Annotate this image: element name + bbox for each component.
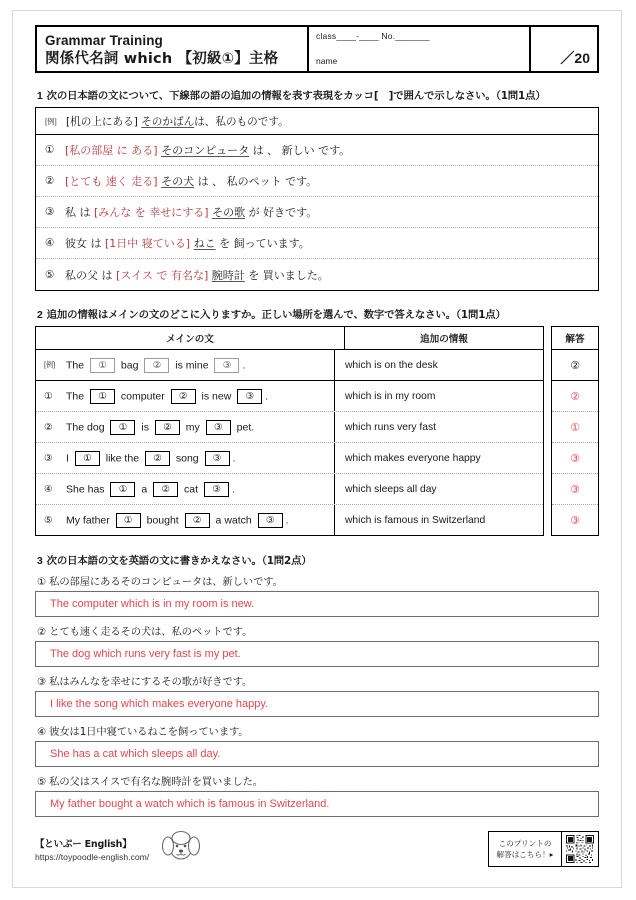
bracketed-answer: [スイス で 有名な] <box>116 268 209 282</box>
section1-sentence <box>65 204 317 220</box>
position-slot[interactable]: ② <box>155 420 180 435</box>
section1-sentence <box>65 235 310 251</box>
position-slot[interactable]: ② <box>171 389 196 404</box>
position-slot[interactable]: ① <box>110 482 135 497</box>
qr-code-icon[interactable] <box>562 832 598 866</box>
main-sentence-cell <box>36 443 335 473</box>
title-japanese: 関係代名詞 which 【初級①】主格 <box>45 51 279 68</box>
answer-input-box[interactable] <box>35 741 599 767</box>
section2-answer-cells <box>552 350 598 535</box>
sentence-prefix: 私 は <box>65 206 94 219</box>
row-marker: ③ <box>45 206 55 218</box>
position-slot[interactable]: ① <box>110 420 135 435</box>
answer-cell[interactable]: ③ <box>570 514 580 527</box>
brand-name: 【といぷー English】 <box>35 839 132 850</box>
position-slot[interactable]: ③ <box>206 420 231 435</box>
position-slot[interactable]: ③ <box>258 513 283 528</box>
main-sentence-cell <box>36 474 335 504</box>
answer-cell[interactable]: ③ <box>552 474 598 505</box>
column-header-addition: 追加の情報 <box>420 334 468 345</box>
section1-answer-box <box>35 107 599 291</box>
section2-instruction: 追加の情報はメインの文のどこに入りますか。正しい場所を選んで、数字で答えなさい。（1問1点） <box>46 309 506 321</box>
section1-instruction: 次の日本語の文について、下線部の語の追加の情報を表す表現をカッコ[ ]で囲んで示しなさい。（1問1点） <box>46 90 546 102</box>
qr-label-line1: このプリントの <box>498 839 552 848</box>
row-marker: ① <box>44 390 53 402</box>
position-slot[interactable]: ③ <box>214 358 239 373</box>
question-text: 彼女は1日中寝ているねこを飼っています。 <box>49 726 249 738</box>
written-answer: The computer which is in my room is new. <box>50 598 255 610</box>
answer-input-box[interactable] <box>35 691 599 717</box>
table-row <box>36 381 543 412</box>
answer-cell[interactable]: ③ <box>552 443 598 474</box>
worksheet-footer <box>35 825 599 873</box>
bracketed-answer: [私の部屋 に ある] <box>65 144 158 157</box>
underlined-noun: そのかばん <box>141 115 195 128</box>
addition-cell: which makes everyone happy <box>345 452 481 464</box>
underlined-noun: その犬 <box>161 175 195 188</box>
worksheet-page <box>12 10 622 888</box>
section2-main-table <box>35 326 544 536</box>
position-slot[interactable]: ③ <box>237 389 262 404</box>
section1-sentence <box>65 142 350 158</box>
section3-instruction: 次の日本語の文を英語の文に書きかえなさい。（1問2点） <box>46 555 312 567</box>
sentence-suffix: が 好きです。 <box>245 206 318 219</box>
qr-label <box>489 832 562 866</box>
addition-cell: which sleeps all day <box>345 483 437 495</box>
qr-label-line2: 解答はこちら！▸ <box>496 850 554 859</box>
answer-qr-block[interactable] <box>488 831 599 867</box>
underlined-noun: ねこ <box>193 237 216 250</box>
position-slot[interactable]: ③ <box>204 482 229 497</box>
table-row <box>36 505 543 535</box>
position-slot[interactable]: ② <box>153 482 178 497</box>
answer-input-box[interactable] <box>35 641 599 667</box>
section3-question <box>37 673 599 688</box>
poodle-logo-icon <box>159 830 203 869</box>
name-field-label[interactable]: name <box>316 56 338 66</box>
answer-cell[interactable]: ② <box>552 350 598 381</box>
section2-rows <box>36 350 543 535</box>
section3-question <box>37 723 599 738</box>
written-answer: She has a cat which sleeps all day. <box>50 748 221 760</box>
written-answer: The dog which runs very fast is my pet. <box>50 648 241 660</box>
section1-row <box>36 197 598 228</box>
row-marker: ② <box>45 175 55 187</box>
section1-number: 1 <box>37 91 43 102</box>
sentence-with-slots: My father ① bought ② a watch ③ . <box>66 513 289 526</box>
position-slot[interactable]: ② <box>145 451 170 466</box>
row-marker: ③ <box>44 452 53 464</box>
position-slot[interactable]: ② <box>144 358 169 373</box>
addition-cell: which runs very fast <box>345 421 436 433</box>
column-header-answer: 解答 <box>552 327 598 350</box>
main-sentence-cell <box>36 412 335 442</box>
sentence-prefix: 彼女 は <box>65 237 105 250</box>
written-answer: My father bought a watch which is famous in Switzerland. <box>50 798 330 810</box>
sentence-suffix: は 、 新しい です。 <box>249 144 351 157</box>
sentence-with-slots: The ① computer ② is new ③ . <box>66 389 269 402</box>
section1-example-row <box>36 108 598 135</box>
question-text: 私はみんなを幸せにするその歌が好きです。 <box>49 676 253 688</box>
row-marker: ⑤ <box>45 268 55 281</box>
brand-block <box>35 830 203 869</box>
addition-cell: which is famous in Switzerland <box>345 514 486 526</box>
bracketed-answer: [とても 速く 走る] <box>65 175 158 188</box>
student-info-block[interactable] <box>309 27 531 71</box>
section1-row <box>36 228 598 259</box>
header-title-block <box>37 27 309 71</box>
title-english: Grammar Training <box>45 32 163 48</box>
sentence-suffix: は 、 私のペット です。 <box>194 175 318 188</box>
section2-header-row <box>36 327 543 350</box>
position-slot[interactable]: ① <box>90 358 115 373</box>
section1-sentence <box>66 114 289 129</box>
section2-example-row <box>36 350 543 381</box>
position-slot[interactable]: ③ <box>205 451 230 466</box>
row-marker: [例] <box>45 116 57 126</box>
class-field-label[interactable]: class____-____ No._______ <box>316 31 430 41</box>
column-header-main-sentence: メインの文 <box>36 327 345 349</box>
sentence-with-slots: The ① bag ② is mine ③ . <box>66 358 246 371</box>
sentence-suffix: は、私のものです。 <box>194 115 289 128</box>
score-block <box>531 27 597 71</box>
score-total: ／20 <box>560 50 590 66</box>
main-sentence-cell <box>36 505 335 535</box>
row-marker: ④ <box>45 237 55 249</box>
section1-sentence <box>65 267 329 283</box>
bracketed-answer: [みんな を 幸せにする] <box>94 206 209 219</box>
row-marker: ⑤ <box>44 514 53 526</box>
section2-number: 2 <box>37 310 43 321</box>
section3-question <box>37 623 599 638</box>
answer-input-box[interactable] <box>35 791 599 817</box>
position-slot[interactable]: ② <box>185 513 210 528</box>
table-row <box>36 474 543 505</box>
addition-cell: which is on the desk <box>345 359 438 371</box>
sentence-with-slots: She has ① a ② cat ③ . <box>66 482 235 495</box>
section1-row <box>36 166 598 197</box>
section3-question <box>37 573 599 588</box>
written-answer: I like the song which makes everyone happy. <box>50 698 269 710</box>
section1-row <box>36 259 598 290</box>
row-marker: ① <box>45 144 55 156</box>
section2-answer-column <box>551 326 599 536</box>
answer-input-box[interactable] <box>35 591 599 617</box>
position-slot[interactable]: ① <box>75 451 100 466</box>
section3-prompt <box>37 552 599 567</box>
question-text: とても速く走るその犬は、私のペットです。 <box>49 626 253 638</box>
main-sentence-cell <box>36 350 335 380</box>
main-sentence-cell <box>36 381 335 411</box>
worksheet-header <box>35 25 599 73</box>
section3-number: 3 <box>37 556 43 567</box>
question-text: 私の父はスイスで有名な腕時計を買いました。 <box>49 776 263 788</box>
section2-prompt <box>37 306 599 321</box>
section1-row <box>36 135 598 166</box>
sentence-suffix: を 買いました。 <box>244 268 329 282</box>
question-marker: ⑤ <box>37 777 47 788</box>
table-row <box>36 412 543 443</box>
answer-cell[interactable]: ② <box>552 381 598 412</box>
sentence-with-slots: The dog ① is ② my ③ pet. <box>66 420 255 433</box>
row-marker: [例] <box>44 360 56 369</box>
addition-cell: which is in my room <box>345 390 436 402</box>
question-marker: ① <box>37 577 47 588</box>
answer-cell[interactable]: ① <box>552 412 598 443</box>
bracketed-answer: [1日中 寝ている] <box>105 237 191 250</box>
section1-prompt <box>37 87 599 102</box>
brand-url[interactable]: https://toypoodle-english.com/ <box>35 852 150 862</box>
section3-items <box>35 573 599 817</box>
sentence-suffix: を 飼っています。 <box>215 237 310 250</box>
underlined-noun: そのコンピュータ <box>161 144 250 157</box>
question-marker: ② <box>37 627 47 638</box>
sentence-with-slots: I ① like the ② song ③ . <box>66 451 236 464</box>
row-marker: ② <box>44 421 53 433</box>
position-slot[interactable]: ① <box>116 513 141 528</box>
position-slot[interactable]: ① <box>90 389 115 404</box>
section1-sentence <box>65 173 317 189</box>
question-marker: ③ <box>37 677 47 688</box>
question-marker: ④ <box>37 727 47 738</box>
question-text: 私の部屋にあるそのコンピュータは、新しいです。 <box>49 576 283 588</box>
table-row <box>36 443 543 474</box>
row-marker: ④ <box>44 483 53 495</box>
section2-table-wrapper <box>35 326 599 536</box>
section3-question <box>37 773 599 788</box>
underlined-noun: 腕時計 <box>211 268 245 282</box>
sentence-prefix: 私の父 は <box>65 268 116 282</box>
underlined-noun: その歌 <box>212 206 246 219</box>
bracketed-answer: [机の上にある] <box>66 115 138 128</box>
